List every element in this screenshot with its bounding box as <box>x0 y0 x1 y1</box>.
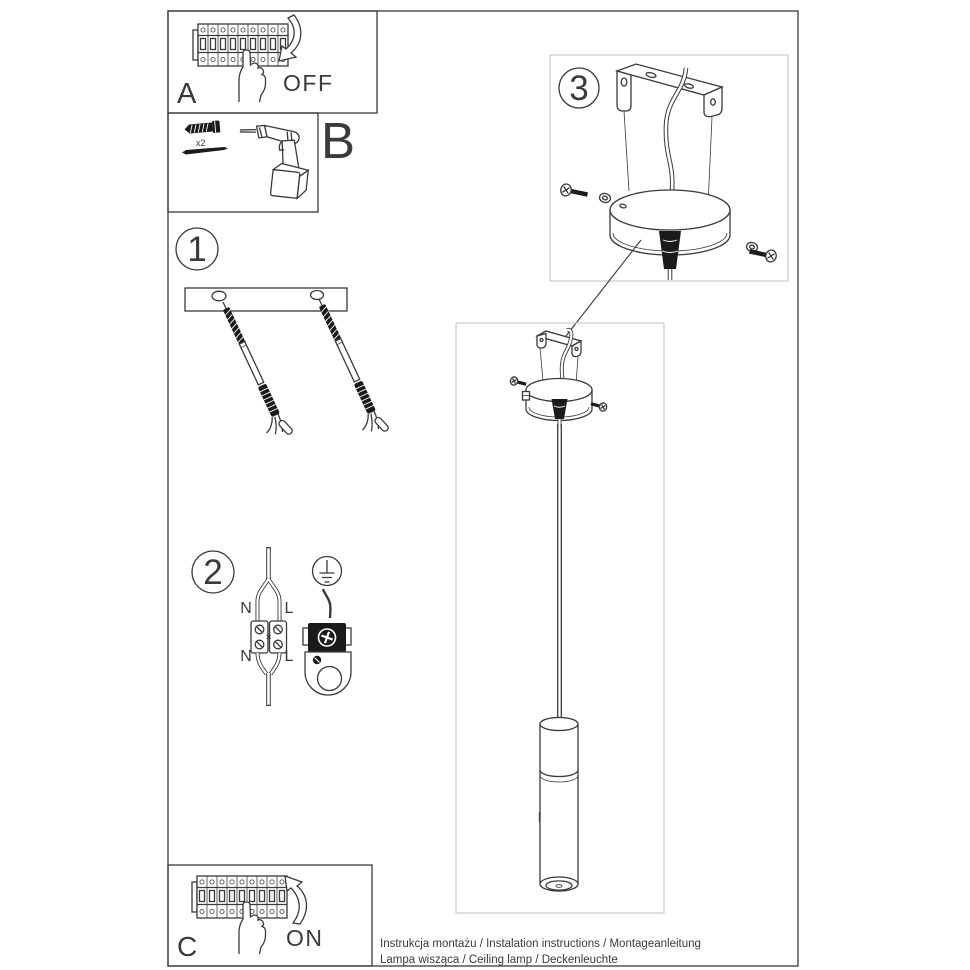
off-label: OFF <box>283 70 334 96</box>
step-3-number: 3 <box>569 69 589 108</box>
step-1-diagram <box>176 228 390 443</box>
screw-icon <box>182 147 228 155</box>
pendant-canopy <box>523 379 593 428</box>
canopy-washer-left-icon <box>599 192 612 203</box>
step-3-diagram <box>550 55 788 281</box>
step-2-number: 2 <box>203 553 223 592</box>
bar-hole-left <box>212 291 226 301</box>
pendant-bracket <box>537 331 581 357</box>
footer <box>380 938 701 966</box>
bar-hole-right <box>311 291 324 300</box>
step-b-label: B <box>321 112 356 169</box>
circuit-breaker-panel-icon <box>192 876 287 918</box>
power-drill-icon <box>234 123 313 199</box>
ceiling-canopy <box>610 190 730 280</box>
step-c-label: C <box>177 931 198 962</box>
supply-cable <box>258 548 280 621</box>
ground-clamp <box>303 623 351 695</box>
terminal-block <box>251 621 287 653</box>
anchor-quantity-label: x2 <box>196 138 206 148</box>
guide-line-left <box>540 348 543 381</box>
wall-anchor-icon <box>184 120 220 135</box>
ground-wire <box>323 589 330 618</box>
panel-step-a <box>168 11 377 113</box>
screw-anchor-right-icon <box>304 295 390 440</box>
label-l-bottom: L <box>284 648 294 665</box>
step-a-label: A <box>177 78 197 110</box>
leader-line <box>566 240 641 336</box>
label-l-top: L <box>284 600 294 617</box>
screw-anchor-left-icon <box>208 298 294 443</box>
lamp-cable <box>258 653 280 705</box>
step-2-diagram <box>192 548 351 706</box>
step-1-number: 1 <box>187 230 207 269</box>
suspension-cable <box>558 424 562 721</box>
lamp-cylinder <box>540 718 579 892</box>
earth-ground-icon <box>313 557 342 586</box>
label-n-bottom: N <box>240 648 252 665</box>
panel-step-b <box>168 112 355 212</box>
pendant-lamp-diagram <box>456 323 664 913</box>
on-label: ON <box>286 925 324 951</box>
panel-step-c <box>168 865 372 966</box>
guide-line-right <box>708 117 712 206</box>
page-frame <box>168 11 798 966</box>
label-n-top: N <box>240 600 252 617</box>
footer-line-1: Instrukcja montażu / Instalation instructions / Montageanleitung <box>380 938 701 950</box>
guide-line-left <box>624 111 629 191</box>
canopy-screw-left-icon <box>560 183 589 200</box>
footer-line-2: Lampa wisząca / Ceiling lamp / Deckenleuchte <box>380 954 618 966</box>
pendant-screw-left-icon <box>509 376 527 388</box>
circuit-breaker-panel-icon <box>193 24 288 66</box>
arrow-up-icon <box>285 876 306 924</box>
